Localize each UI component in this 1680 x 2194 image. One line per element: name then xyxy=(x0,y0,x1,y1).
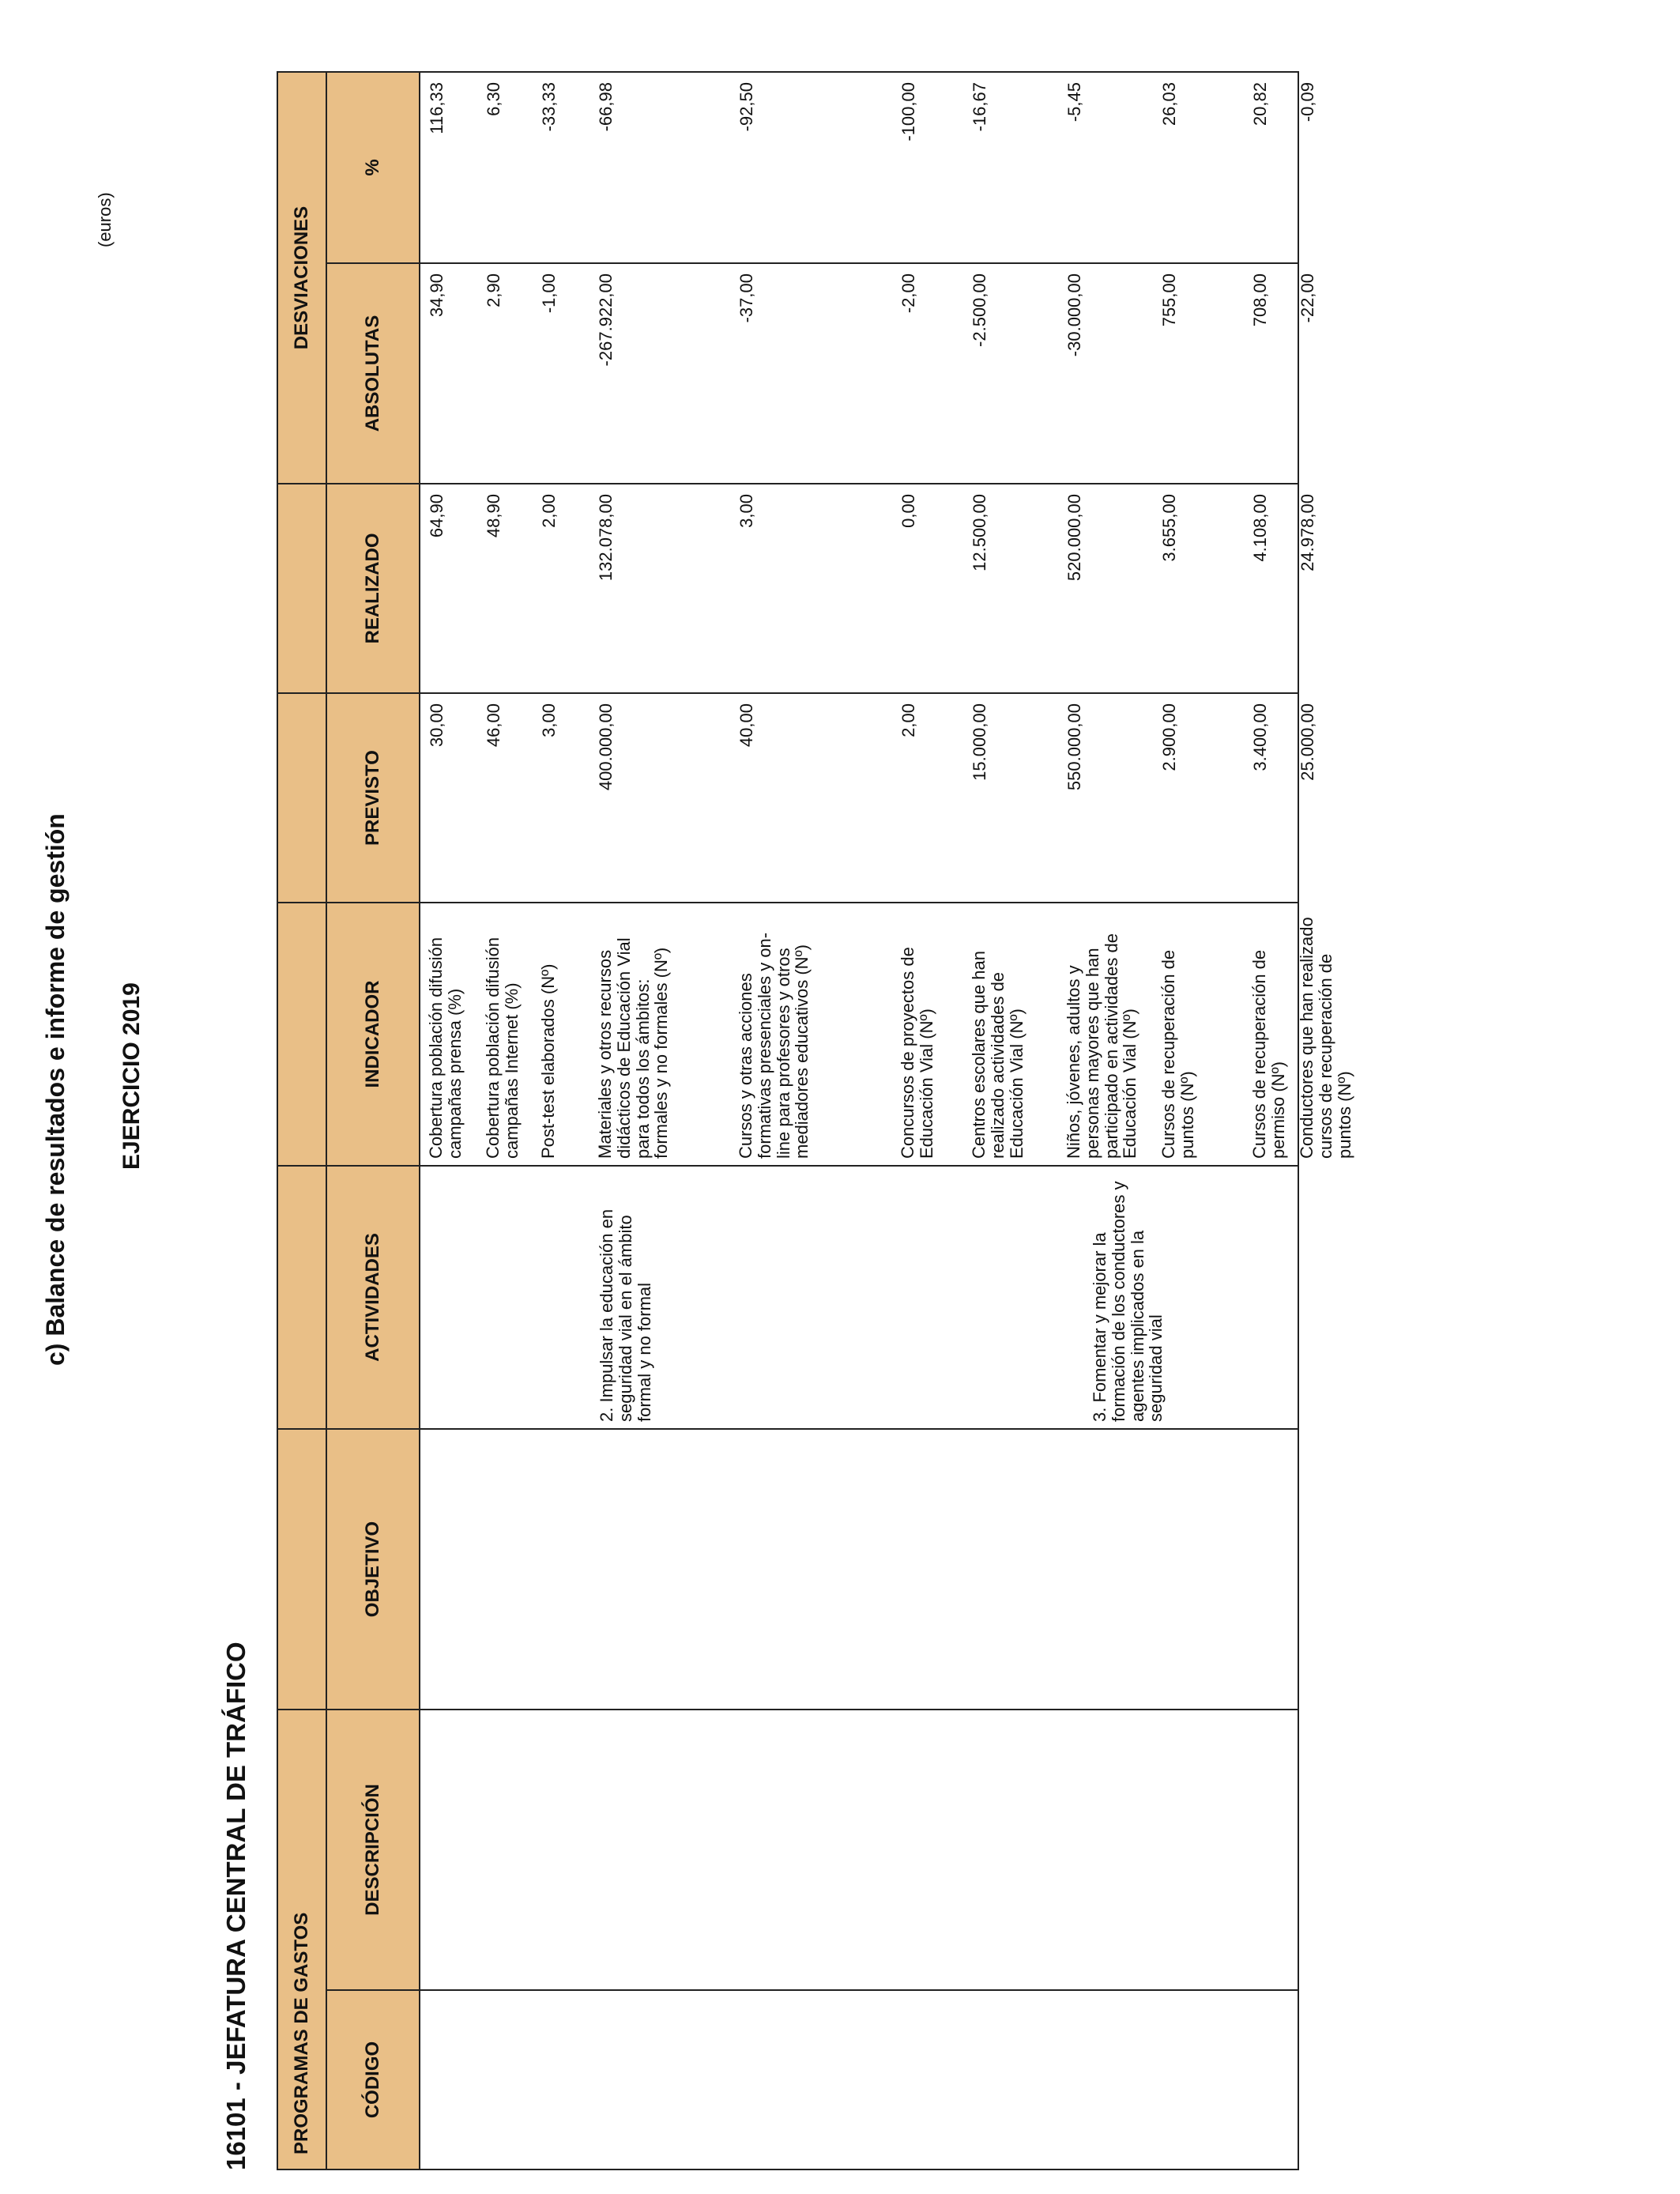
pct-value: -100,00 xyxy=(898,82,918,141)
indicador-value: Cobertura población difusión campañas Internet (%) xyxy=(483,937,522,1159)
previsto-value: 40,00 xyxy=(736,703,756,748)
previsto-value: 46,00 xyxy=(484,703,503,748)
header-indicador: INDICADOR xyxy=(326,903,420,1166)
indicador-value: Cursos de recuperación de permiso (Nº) xyxy=(1249,949,1288,1159)
pct-value: -33,33 xyxy=(539,82,559,132)
entity-title: 16101 - JEFATURA CENTRAL DE TRÁFICO xyxy=(221,1642,250,2170)
pct-value: 116,33 xyxy=(427,82,446,134)
absolutas-value: -37,00 xyxy=(736,273,756,323)
pct-value: -66,98 xyxy=(596,82,616,132)
year-title: EJERCICIO 2019 xyxy=(119,982,145,1170)
codigo-cell xyxy=(420,1990,1298,2169)
indicador-value: Post-test elaborados (Nº) xyxy=(538,963,558,1159)
previsto-value: 400.000,00 xyxy=(596,703,616,791)
absolutas-value: 708,00 xyxy=(1250,273,1270,327)
absolutas-value: -2.500,00 xyxy=(970,273,989,347)
header-desviaciones: DESVIACIONES xyxy=(277,72,326,484)
pct-value: -92,50 xyxy=(736,82,756,132)
header-realizado: REALIZADO xyxy=(326,484,420,693)
absolutas-value: -22,00 xyxy=(1298,273,1317,323)
header-blank-indicador xyxy=(277,903,326,1166)
previsto-value: 2.900,00 xyxy=(1159,703,1179,771)
realizado-value: 520.000,00 xyxy=(1064,494,1084,582)
absolutas-value: -2,00 xyxy=(898,273,918,314)
descripcion-cell xyxy=(420,1710,1298,1990)
header-blank-actividades xyxy=(277,1166,326,1429)
results-table xyxy=(277,71,1354,2170)
indicador-value: Cursos y otras acciones formativas presenciales y on-line para profesores y otros mediadores educativos (Nº) xyxy=(736,932,812,1159)
pct-value: -16,67 xyxy=(970,82,989,132)
actividades-cell xyxy=(420,1166,1298,1429)
header-codigo: CÓDIGO xyxy=(326,1990,420,2169)
realizado-value: 4.108,00 xyxy=(1250,494,1270,562)
actividad-item: 3. Fomentar y mejorar la formación de los conductores y agentes implicados en la seguridad vial xyxy=(1090,1181,1166,1422)
realizado-value: 24.978,00 xyxy=(1298,494,1317,571)
header-objetivo: OBJETIVO xyxy=(326,1429,420,1710)
indicador-value: Materiales y otros recursos didácticos de Educación Vial para todos los ámbitos: formales y no formales (Nº) xyxy=(595,937,672,1159)
previsto-value: 2,00 xyxy=(898,703,918,737)
header-actividades: ACTIVIDADES xyxy=(326,1166,420,1429)
indicador-value: Cobertura población difusión campañas prensa (%) xyxy=(426,937,465,1159)
header-blank-previsto xyxy=(277,693,326,903)
pct-value: -0,09 xyxy=(1298,82,1317,123)
absolutas-value: 34,90 xyxy=(427,273,446,318)
absolutas-cell xyxy=(420,263,1317,484)
absolutas-value: -30.000,00 xyxy=(1064,273,1084,357)
header-descripcion: DESCRIPCIÓN xyxy=(326,1710,420,1990)
previsto-value: 15.000,00 xyxy=(970,703,989,781)
realizado-value: 3,00 xyxy=(736,494,756,528)
absolutas-value: -267.922,00 xyxy=(596,273,616,367)
realizado-value: 64,90 xyxy=(427,494,446,538)
previsto-cell xyxy=(420,693,1317,903)
realizado-value: 48,90 xyxy=(484,494,503,538)
realizado-value: 0,00 xyxy=(898,494,918,528)
header-programas: PROGRAMAS DE GASTOS xyxy=(277,1710,326,2169)
previsto-value: 30,00 xyxy=(427,703,446,748)
header-previsto: PREVISTO xyxy=(326,693,420,903)
indicador-value: Niños, jóvenes, adultos y personas mayores que han participado en actividades de Educación Vial (Nº) xyxy=(1064,933,1140,1159)
indicador-value: Cursos de recuperación de puntos (Nº) xyxy=(1158,949,1197,1159)
pct-value: -5,45 xyxy=(1064,82,1084,123)
absolutas-value: 2,90 xyxy=(484,273,503,307)
pct-value: 26,03 xyxy=(1159,82,1179,126)
realizado-value: 2,00 xyxy=(539,494,559,528)
indicador-value: Centros escolares que han realizado actividades de Educación Vial (Nº) xyxy=(969,951,1026,1159)
header-blank-objetivo xyxy=(277,1429,326,1710)
previsto-value: 25.000,00 xyxy=(1298,703,1317,781)
absolutas-value: 755,00 xyxy=(1159,273,1179,327)
objetivo-cell xyxy=(420,1429,1298,1710)
realizado-cell xyxy=(420,484,1317,693)
actividad-item: 2. Impulsar la educación en seguridad vial en el ámbito formal y no formal xyxy=(597,1208,654,1422)
realizado-value: 132.078,00 xyxy=(596,494,616,582)
absolutas-value: -1,00 xyxy=(539,273,559,314)
header-pct: % xyxy=(326,72,420,263)
previsto-value: 3.400,00 xyxy=(1250,703,1270,771)
realizado-value: 12.500,00 xyxy=(970,494,989,571)
section-title: c) Balance de resultados e informe de gestión xyxy=(41,813,70,1366)
header-blank-realizado xyxy=(277,484,326,693)
pct-value: 6,30 xyxy=(484,82,503,116)
previsto-value: 3,00 xyxy=(539,703,559,737)
pct-value: 20,82 xyxy=(1250,82,1270,126)
previsto-value: 550.000,00 xyxy=(1064,703,1084,791)
indicador-value: Concursos de proyectos de Educación Vial (Nº) xyxy=(898,947,936,1159)
units-label: (euros) xyxy=(95,192,115,247)
indicador-value: Conductores que han realizado cursos de recuperación de puntos (Nº) xyxy=(1297,917,1354,1159)
indicador-cell xyxy=(420,903,1354,1166)
header-absolutas: ABSOLUTAS xyxy=(326,263,420,484)
realizado-value: 3.655,00 xyxy=(1159,494,1179,562)
pct-cell xyxy=(420,72,1317,263)
